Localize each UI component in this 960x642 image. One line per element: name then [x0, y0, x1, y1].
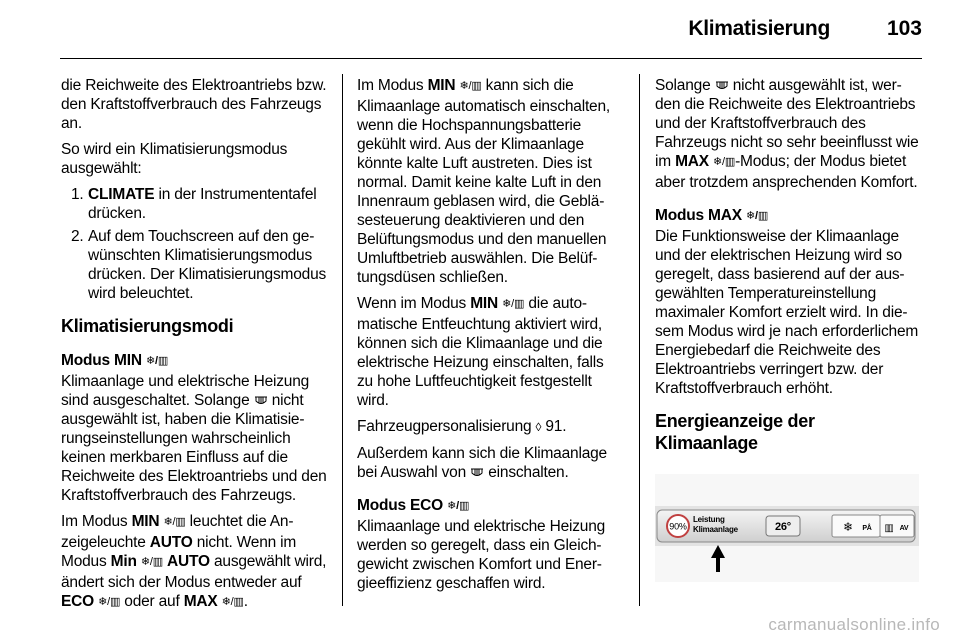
- energy-display-heading: Energieanzeige der Klimaanlage: [655, 411, 815, 453]
- fan-heat-icon: ❄/▥: [163, 516, 186, 528]
- paragraph: [61, 512, 327, 613]
- fan-heat-icon: ❄/▥: [713, 156, 736, 168]
- mode-min-heading: [61, 351, 327, 372]
- ac-on-label: PÅ: [862, 525, 872, 532]
- column-divider-1: [342, 74, 343, 606]
- mode-label: MIN: [470, 295, 499, 312]
- panel-label-line1: Leistung: [693, 515, 725, 524]
- page-reference-link[interactable]: 91: [545, 418, 563, 435]
- mode-label: Min: [110, 553, 137, 570]
- mode-label: MIN: [131, 513, 160, 530]
- mode-eco-heading: [357, 496, 623, 517]
- paragraph: die Reichweite des Elektroantriebs bzw. den Kraftstoffverbrauch des Fahrzeugs an.: [61, 77, 327, 132]
- fan-heat-icon: ❄/▥: [502, 298, 525, 310]
- auto-label: AUTO: [167, 553, 210, 570]
- text: leuchtet die Anzeigeleuchte: [61, 513, 294, 551]
- ac-icon: [470, 467, 484, 479]
- heading-text: Modus MIN: [61, 352, 142, 369]
- list-item: [61, 227, 327, 303]
- text: Außerdem kann sich die Klimaanlage bei Auswahl von: [357, 445, 607, 481]
- climate-panel-figure: [655, 474, 919, 582]
- heading-text: Modus MAX: [655, 207, 742, 224]
- heading-text: Modus ECO: [357, 497, 444, 514]
- text: Klimaanlage und elektrische Heizung sind ausgeschaltet. Solange: [61, 373, 310, 409]
- paragraph: So wird ein Klimatisierungsmodus ausgewählt:: [61, 141, 288, 177]
- text: Fahrzeugpersonalisierung: [357, 418, 536, 435]
- watermark: carmanualsonline.info: [768, 615, 940, 634]
- heater-icon: ▥: [884, 523, 894, 534]
- paragraph: [357, 76, 623, 287]
- panel-label-line2: Klimaanlage: [693, 525, 738, 534]
- text: Im Modus: [357, 77, 428, 94]
- text: Wenn im Modus: [357, 295, 471, 312]
- auto-label: AUTO: [149, 534, 193, 551]
- paragraph: [357, 294, 623, 410]
- fan-icon: ❄: [843, 520, 853, 534]
- column-3: [655, 76, 921, 582]
- text: Im Modus: [61, 513, 132, 530]
- paragraph: Die Funktionsweise der Klimaanlage und der elektrischen Heizung wird so geregelt, dass basierend auf der ausgewählten Temperatureinstellung maximaler Komfort erzielt wird. In diesem Modus wird je nach erforderlichem Energiebedarf die Reichweite des Elektroantriebs verringert bzw. der Kraftstoffverbrauch erhöht.: [655, 228, 919, 397]
- mode-max-heading: [655, 206, 921, 227]
- fan-heat-icon: ❄/▥: [447, 500, 470, 512]
- page-title: Klimatisierung: [688, 17, 830, 40]
- text: nicht. Wenn im Modus: [61, 534, 297, 570]
- mode-label: MIN: [427, 77, 456, 94]
- text: nicht ausgewählt ist, werden die Reichweite des Elektroantriebs und der Kraftstoffverbrauch des Fahrzeugs nicht so sehr beeinflusst wie im: [655, 77, 919, 170]
- page-number: 103: [886, 17, 922, 40]
- column-divider-2: [639, 74, 640, 606]
- text: ausgewählt wird, ändert sich der Modus entweder auf: [61, 553, 327, 591]
- climate-panel-illustration: [655, 474, 919, 582]
- fan-heat-icon: ❄/▥: [746, 210, 769, 222]
- energy-percent-text: 90%: [669, 521, 687, 532]
- paragraph: [655, 76, 921, 192]
- step-text: Auf dem Touchscreen auf den gewünschten Klimatisierungsmodus drücken. Der Klimatisierungsmodus wird beleuchtet.: [88, 228, 327, 302]
- column-1: [61, 76, 327, 620]
- text: nicht ausgewählt ist, haben die Klimatisierungseinstellungen wahrscheinlich keinen merkbaren Einfluss auf die Reichweite des Elektroantriebs und den Kraftstoffverbrauch des Fahrzeugs.: [61, 392, 327, 504]
- paragraph: [357, 444, 623, 482]
- text: -Modus; der Modus bietet aber trotzdem ansprechenden Komfort.: [655, 153, 918, 191]
- text: oder auf: [120, 593, 184, 610]
- text: kann sich die Klimaanlage automatisch einschalten, wenn die Hochspannungsbatterie gekühlt wird. Aus der Klimaanlage könnte kalte Luft austreten. Dies ist normal. Damit keine kalte Luft in den Innenraum geblasen wird, die Gebläsesteuerung deaktivieren und den Belüftungsmodus und den manuellen Umluftbetrieb auswählen. Die Belüftungsdüsen schließen.: [357, 77, 611, 286]
- steps-list: [61, 185, 327, 303]
- header-divider: [60, 58, 922, 59]
- climate-button-label: CLIMATE: [88, 186, 155, 203]
- ac-icon: [715, 80, 729, 92]
- text: .: [243, 593, 248, 610]
- fan-heat-icon: ❄/▥: [140, 556, 163, 568]
- mode-label: ECO: [61, 593, 94, 610]
- ac-off-label: AV: [899, 525, 909, 532]
- ac-icon: [254, 395, 268, 407]
- step-number: 1.: [71, 186, 84, 203]
- text: Solange: [655, 77, 715, 94]
- ac-on-button[interactable]: [832, 515, 880, 537]
- fan-heat-icon: ❄/▥: [98, 596, 121, 608]
- text: .: [562, 418, 567, 435]
- paragraph: Klimaanlage und elektrische Heizung werden so geregelt, dass ein Gleichgewicht zwischen Komfort und Energieeffizienz geschaffen wird.: [357, 518, 606, 592]
- section-heading: Klimatisierungsmodi: [61, 316, 234, 336]
- fan-heat-icon: ❄/▥: [459, 80, 482, 92]
- step-number: 2.: [71, 228, 84, 245]
- paragraph: [61, 372, 327, 505]
- paragraph: [357, 417, 623, 437]
- list-item: [61, 185, 327, 223]
- reference-arrow-icon: ◊: [535, 420, 542, 434]
- mode-label: MAX: [183, 593, 218, 610]
- fan-heat-icon: ❄/▥: [145, 355, 169, 367]
- step-text: in der Instrumententafel drücken.: [88, 186, 317, 222]
- fan-heat-icon: ❄/▥: [221, 596, 244, 608]
- mode-label: MAX: [675, 153, 709, 170]
- column-2: [357, 76, 623, 600]
- text: die automatische Entfeuchtung aktiviert wird, können sich die Klimaanlage und die elektrische Heizung einschalten, falls zu hohe Luftfeuchtigkeit festgestellt wird.: [357, 295, 604, 409]
- text: einschalten.: [484, 464, 569, 481]
- temperature-value: 26°: [774, 521, 792, 533]
